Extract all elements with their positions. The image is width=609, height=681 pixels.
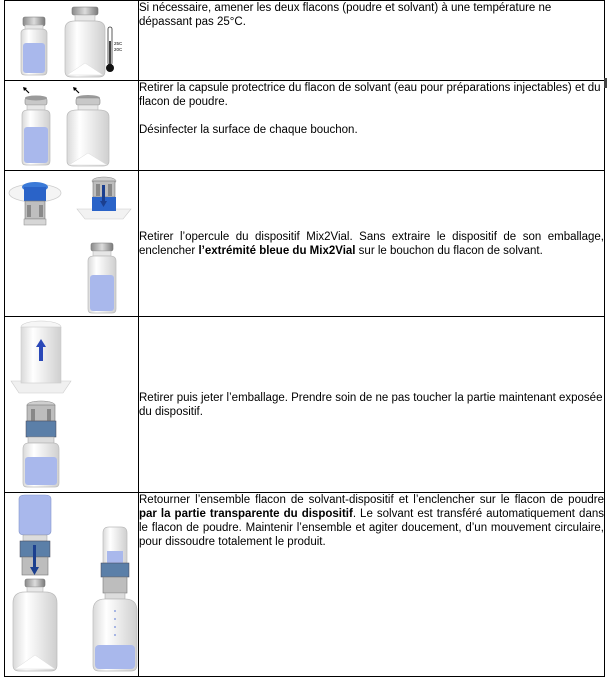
step-2-text-2: Désinfecter la surface de chaque bouchon. bbox=[139, 124, 358, 136]
transfer-assembly-icon bbox=[93, 527, 137, 671]
step-1-text: Si nécessaire, amener les deux flacons (poudre et solvant) à une température ne dépassant pas 25°C. bbox=[139, 2, 552, 28]
thermometer-icon bbox=[106, 27, 123, 72]
step-5-text bbox=[139, 493, 604, 549]
solvent-vial-icon bbox=[21, 17, 47, 75]
step-2-image bbox=[5, 81, 138, 169]
step-2-text-cell bbox=[139, 81, 605, 171]
packaging-removal-icon bbox=[11, 321, 71, 393]
step-3-text-bold: l’extrémité bleue du Mix2Vial bbox=[198, 244, 356, 257]
step-2-illustration bbox=[5, 81, 139, 171]
step-1-illustration bbox=[5, 1, 139, 81]
scroll-marker bbox=[604, 78, 607, 88]
step-1-text-cell bbox=[139, 1, 605, 81]
step-5-text-a: Retourner l’ensemble flacon de solvant-dispositif et l’enclencher sur le flacon de poudre bbox=[139, 494, 604, 506]
instructions-table bbox=[4, 0, 605, 677]
thermometer-label-20: 20C bbox=[114, 47, 123, 52]
step-1-image bbox=[5, 1, 138, 79]
step-5-text-b: . Le solvant est transféré automatiquement dans le flacon de poudre. Maintenir l’ensemble et agiter doucement, d’un mouvement circulaire, pour dissoudre totalement le produit. bbox=[139, 508, 604, 548]
step-5-text-bold: par la partie transparente du dispositif bbox=[139, 508, 353, 520]
step-4-text: Retirer puis jeter l’emballage. Prendre soin de ne pas toucher la partie maintenant exposée du dispositif. bbox=[139, 391, 603, 418]
step-3-text-cell bbox=[139, 171, 605, 317]
step-3-text-a: Retirer l’opercule du dispositif Mix2Vial. Sans extraire le dispositif de son emballage, enclencher bbox=[139, 230, 604, 257]
powder-vial-icon bbox=[13, 579, 57, 671]
step-4-illustration bbox=[5, 317, 139, 493]
mix2vial-package-icon bbox=[9, 182, 61, 225]
step-3-image bbox=[5, 171, 138, 315]
mix2vial-on-solvent-vial-icon bbox=[23, 401, 59, 487]
step-row-1 bbox=[5, 1, 605, 81]
thermometer-label-25: 25C bbox=[114, 41, 123, 46]
powder-vial-uncapped-icon bbox=[67, 87, 109, 166]
step-3-illustration bbox=[5, 171, 139, 317]
step-3-text bbox=[139, 230, 604, 258]
step-4-image bbox=[5, 317, 138, 491]
powder-vial-icon bbox=[65, 7, 105, 77]
step-5-illustration bbox=[5, 493, 139, 677]
step-3-text-b: sur le bouchon du flacon de solvant. bbox=[355, 244, 543, 257]
step-4-text-cell bbox=[139, 317, 605, 493]
mix2vial-on-vial-icon bbox=[77, 177, 131, 219]
step-row-3 bbox=[5, 171, 605, 317]
step-row-4 bbox=[5, 317, 605, 493]
step-5-image bbox=[5, 493, 138, 675]
step-2-text-1: Retirer la capsule protectrice du flacon de solvant (eau pour préparations injectables) et du flacon de poudre. bbox=[139, 82, 601, 108]
step-5-text-cell bbox=[139, 493, 605, 677]
solvent-vial-uncapped-icon bbox=[22, 87, 50, 165]
step-row-5 bbox=[5, 493, 605, 677]
inverted-solvent-assembly-icon bbox=[19, 495, 51, 575]
solvent-vial-icon bbox=[88, 243, 116, 313]
step-row-2 bbox=[5, 81, 605, 171]
